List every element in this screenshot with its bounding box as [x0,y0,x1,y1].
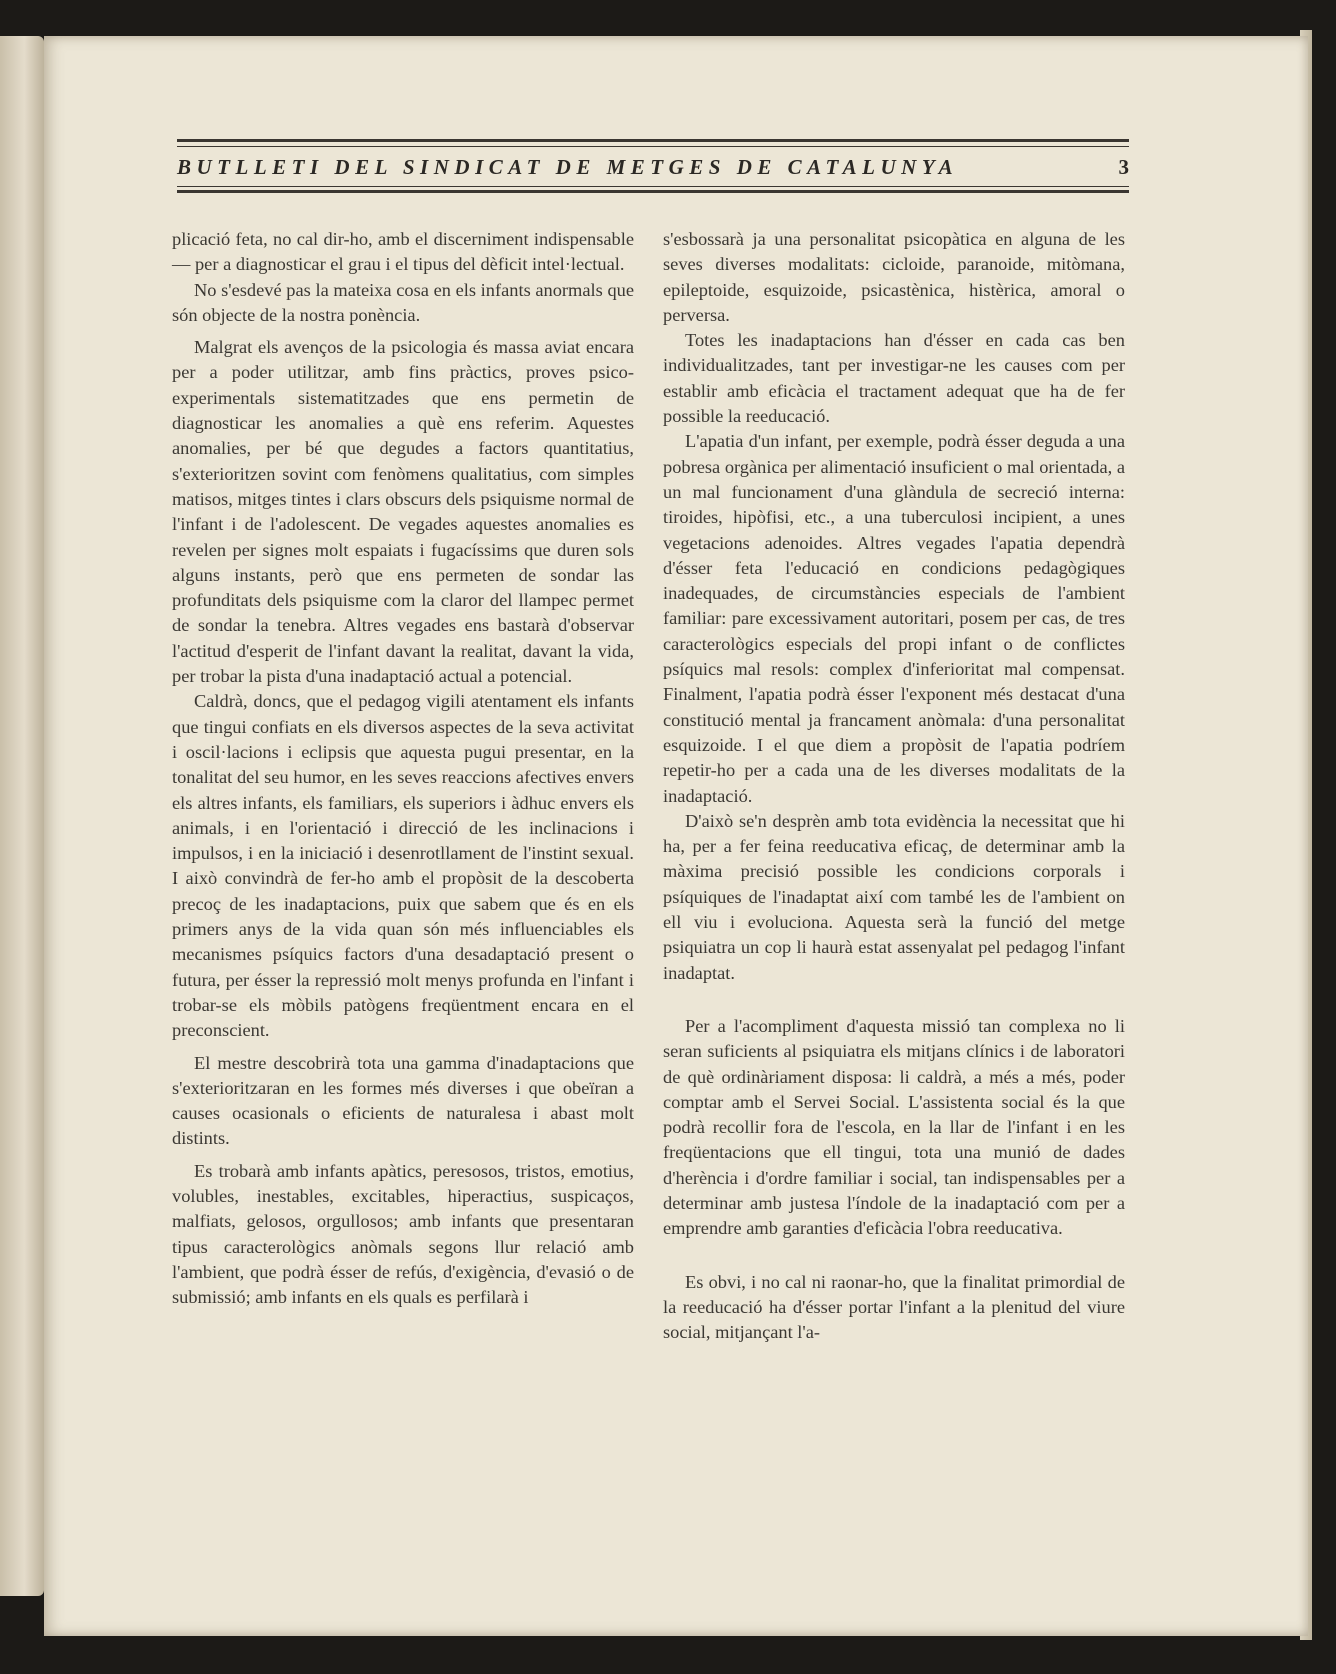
paragraph: No s'esdevé pas la mateixa cosa en els infants anormals que són objecte de la nostra ponència. [172,279,634,325]
paragraph: Es obvi, i no cal ni raonar-ho, que la finalitat primordial de la reeducació ha d'ésser portar l'infant a la plenitud del viure social, mitjançant l'a- [663,1271,1125,1343]
journal-title: BUTLLETI DEL SINDICAT DE METGES DE CATALUNYA [177,154,959,179]
paragraph: Malgrat els avenços de la psicologia és massa aviat encara per a poder utilitzar, amb fins pràctics, proves psico-experimentals sistematitzades que ens permetin de diagnosticar les anomalies a què ens referim. Aquestes anomalies, per bé que degudes a factors quantitatius, s'exterioritzen sovint com fenòmens qualitatius, com simples matisos, mitges tintes i clars obscurs dels psiquisme normal de l'infant i de l'adolescent. De vegades aquestes anomalies es revelen per signes molt espaiats i fugacíssims que duren sols alguns instants, però que ens permeten de sondar las profunditats dels psiquisme com la claror del llampec permet de sondar la tenebra. Altres vegades ens bastarà d'observar l'actitud d'esperit de l'infant davant la realitat, davant la vida, per trobar la pista d'una inadaptació actual a potencial. [172,337,634,687]
paragraph: Caldrà, doncs, que el pedagog vigili atentament els infants que tingui confiats en els diversos aspectes de la seva activitat i oscil·lacions i eclipsis que aquesta pugui presentar, en la tonalitat del seu humor, en les seves reaccions afectives envers els altres infants, els familiars, els superiors i àdhuc envers els animals, i en l'orientació i direcció de les inclinacions i impulsos, i en la iniciació i desenrotllament de l'instint sexual. I això convindrà de fer-ho amb el propòsit de la descoberta precoç de les inadaptacions, puix que sabem que és en els primers anys de la vida quan són més influenciables els mecanismes psíquics factors d'una desadaptació present o futura, per ésser la repressió molt menys profunda en l'infant i trobar-se els mòbils patògens freqüentment encara en el preconscient. [172,691,634,1041]
paragraph: El mestre descobrirà tota una gamma d'inadaptacions que s'exterioritzaran en les formes més diverses i que obeïran a causes ocasionals o eficients de naturalesa i abast molt distints. [172,1052,634,1149]
page-number: 3 [1118,154,1129,179]
header-bottom-rule-thin [177,186,1129,187]
header-bottom-rule [177,190,1129,193]
header-top-rule-thin [177,146,1129,147]
header-top-rule [177,139,1129,142]
left-text-column [172,227,634,1310]
paragraph: Es trobarà amb infants apàtics, peresosos, tristos, emotius, volubles, inestables, excitables, hiperactius, suspicaços, malfiats, gelosos, orgullosos; amb infants que presentaran tipus caracterològics anòmals segons llur relació amb l'ambient, que podrà ésser de refús, d'exigència, d'evasió o de submissió; amb infants en els quals es perfilarà i [172,1160,634,1308]
paragraph: Totes les inadaptacions han d'ésser en cada cas ben individualitzades, tant per investigar-ne les causes com per establir amb eficàcia el tractament adequat que ha de fer possible la reeducació. [663,330,1125,427]
paragraph: D'això se'n desprèn amb tota evidència la necessitat que hi ha, per a fer feina reeducativa eficaç, de determinar amb la màxima precisió possible les condicions corporals i psíquiques de l'inadaptat així com també les de l'ambient on ell viu i evoluciona. Aquesta serà la funció del metge psiquiatra un cop li haurà estat assenyalat pel pedagog l'infant inadaptat. [663,810,1125,983]
left-page-edge [0,36,44,1596]
running-header [177,152,1129,182]
paragraph: Per a l'acompliment d'aquesta missió tan complexa no li seran suficients al psiquiatra els mitjans clínics i de laboratori de què ordinàriament disposa: li caldrà, a més a més, poder comptar amb el Servei Social. L'assistenta social és la que podrà recollir fora de l'escola, en la llar de l'infant i en les freqüentacions que ell tingui, tota una munió de dades d'herència i d'ordre familiar i social, tan indispensables per a determinar amb justesa l'índole de la inadaptació com per a emprendre amb garanties d'eficàcia l'obra reeducativa. [663,1015,1125,1239]
paragraph: L'apatia d'un infant, per exemple, podrà ésser deguda a una pobresa orgànica per alimentació insuficient o mal orientada, a un mal funcionament d'una glàndula de secreció interna: tiroides, hipòfisi, etc., a una tuberculosi incipient, a unes vegetacions adenoides. Altres vegades l'apatia dependrà d'ésser feta l'educació en condicions pedagògiques inadequades, de circumstàncies especials de l'ambient familiar: pare excessivament autoritari, posem per cas, de tres caracterològics especials del propi infant o de conflictes psíquics mal resols: complex d'inferioritat mal compensat. Finalment, l'apatia podrà ésser l'exponent més destacat d'una constitució mental ja francament anòmala: d'una personalitat esquizoide. I el que diem a propòsit de l'apatia podríem repetir-ho per a cada una de les diverses modalitats de la inadaptació. [663,431,1125,806]
paragraph: s'esbossarà ja una personalitat psicopàtica en alguna de les seves diverses modalitats: cicloide, paranoide, mitòmana, epileptoide, esquizoide, psicastènica, histèrica, amoral o perversa. [663,229,1125,325]
paragraph: plicació feta, no cal dir-ho, amb el discerniment indispensable — per a diagnosticar el grau i el tipus del dèficit intel·lectual. [172,229,634,275]
right-text-column [663,227,1125,1345]
